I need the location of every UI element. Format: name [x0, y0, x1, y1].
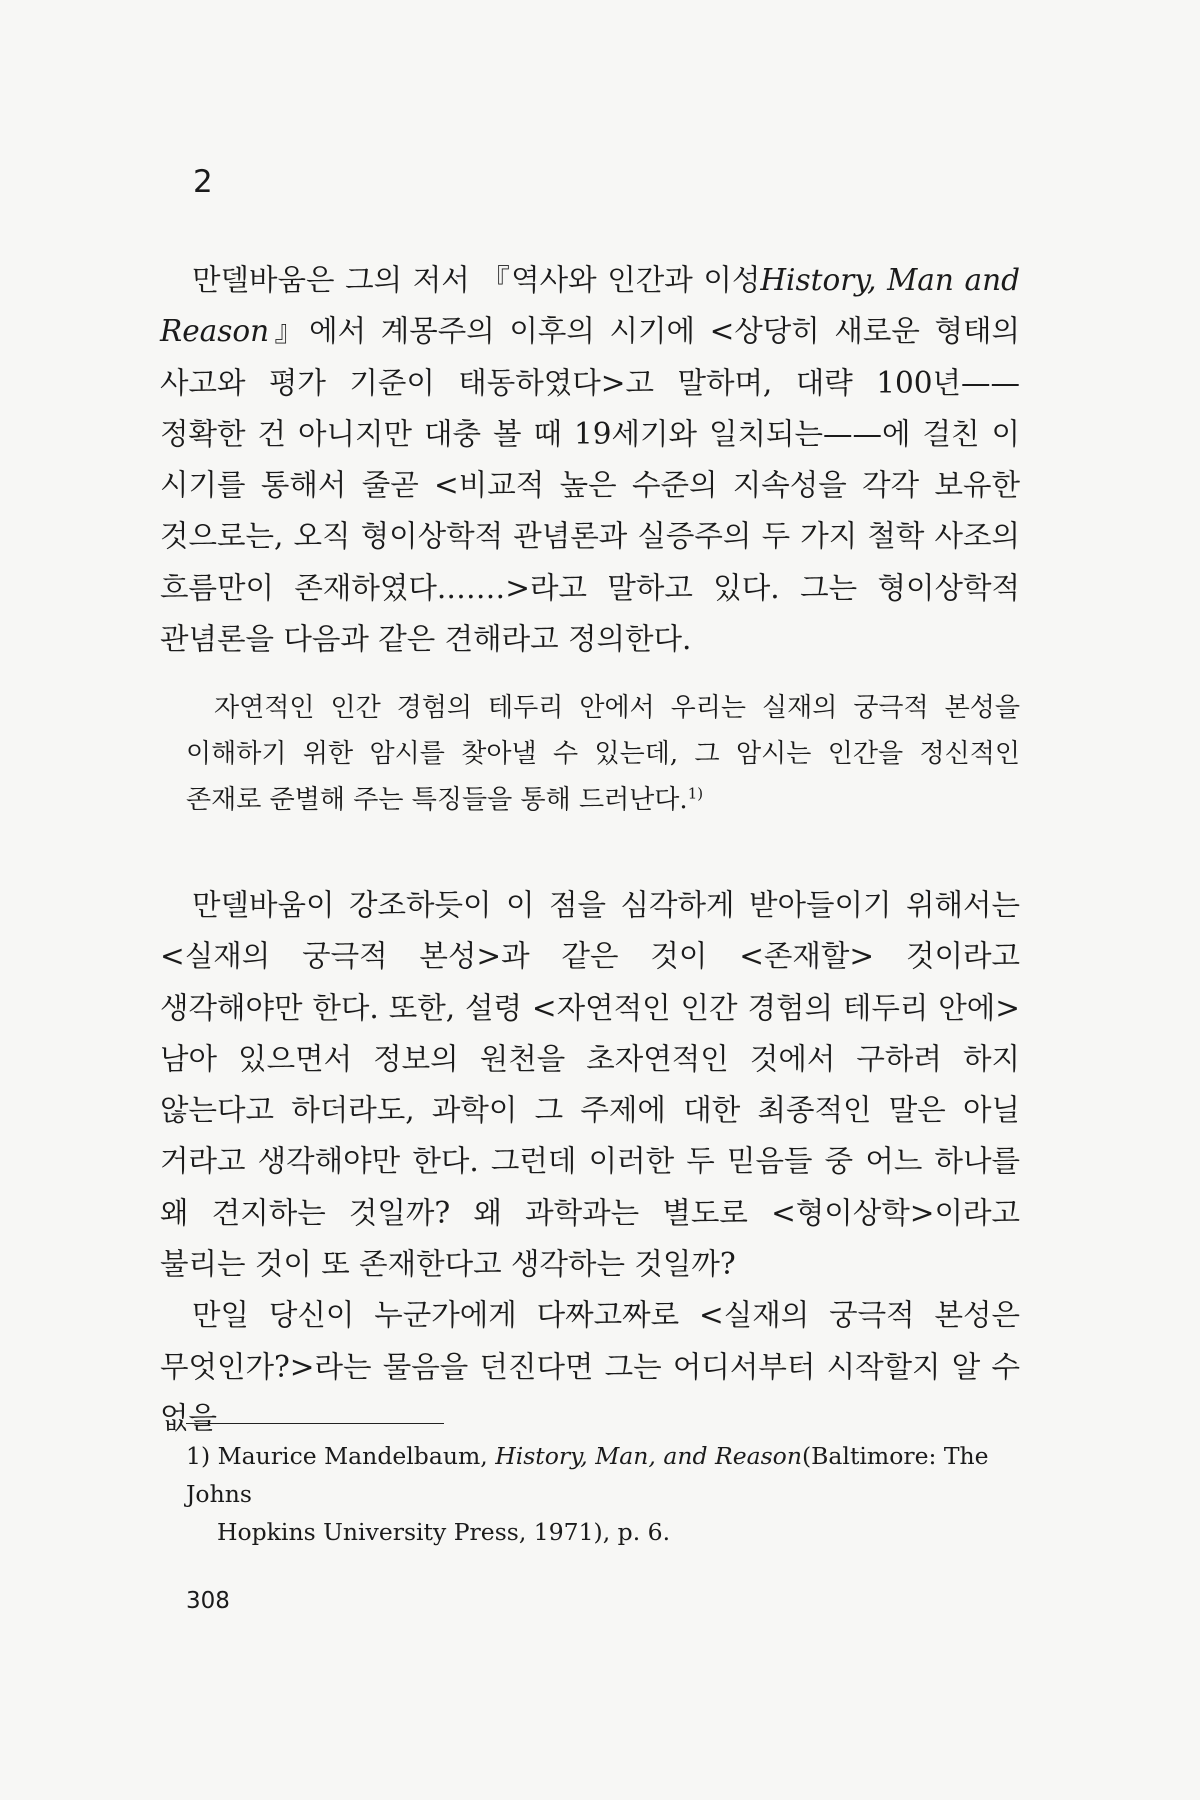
paragraph-1-text-b: 』에서 계몽주의 이후의 시기에 <상당히 새로운 형태의 사고와 평가 기준이 태동하였다>고 말하며, 대략 100년——정확한 건 아니지만 대충 볼 때 19세기와 일치되는——에 걸친 이 시기를 통해서 줄곧 <비교적 높은 수준의 지속성을 각각 보유한 것으로는, 오직 형이상학적 관념론과 실증주의 두 가지 철학 사조의 흐름만이 존재하였다.……>라고 말하고 있다. 그는 형이상학적 관념론을 다음과 같은 견해라고 정의한다. — [160, 314, 1020, 657]
footnote-line-2: Hopkins University Press, 1971), p. 6. — [217, 1518, 671, 1546]
paragraph-1-text-a: 만델바움은 그의 저서 『역사와 인간과 이성 — [192, 263, 761, 297]
block-quote-text: 자연적인 인간 경험의 테두리 안에서 우리는 실재의 궁극적 본성을 이해하기 위한 암시를 찾아낼 수 있는데, 그 암시는 인간을 정신적인 존재로 준별해 주는 특징들을 통해 드러난다. — [186, 693, 1020, 815]
footnote-reference: 1) — [687, 784, 704, 803]
page-number: 308 — [186, 1588, 230, 1614]
paragraph-3: 만일 당신이 누군가에게 다짜고짜로 <실재의 궁극적 본성은 무엇인가?>라는 물음을 던진다면 그는 어디서부터 시작할지 알 수 없을 — [160, 1298, 1020, 1435]
paragraph-1 — [160, 255, 1020, 665]
footnote-publisher-a: (Baltimore: The Johns — [186, 1442, 989, 1508]
footnote-author: Maurice Mandelbaum, — [217, 1442, 488, 1470]
section-number: 2 — [193, 164, 213, 200]
footnote-divider — [186, 1423, 444, 1424]
footnote-title: History, Man, and Reason — [495, 1442, 802, 1470]
paragraphs-continued — [160, 880, 1020, 1444]
footnote — [186, 1437, 1020, 1551]
block-quote — [186, 685, 1020, 823]
footnote-marker: 1) — [186, 1442, 211, 1470]
paragraph-2: 만델바움이 강조하듯이 이 점을 심각하게 받아들이기 위해서는 <실재의 궁극적 본성>과 같은 것이 <존재할> 것이라고 생각해야만 한다. 또한, 설령 <자연적인 인간 경험의 테두리 안에> 남아 있으면서 정보의 원천을 초자연적인 것에서 구하려 하지 않는다고 하더라도, 과학이 그 주제에 대한 최종적인 말은 아닐 거라고 생각해야만 한다. 그런데 이러한 두 믿음들 중 어느 하나를 왜 견지하는 것일까? 왜 과학과는 별도로 <형이상학>이라고 불리는 것이 또 존재한다고 생각하는 것일까? — [160, 888, 1020, 1282]
book-title-english: History, Man and Reason — [160, 263, 1020, 349]
footnote-line-1 — [186, 1437, 1020, 1513]
